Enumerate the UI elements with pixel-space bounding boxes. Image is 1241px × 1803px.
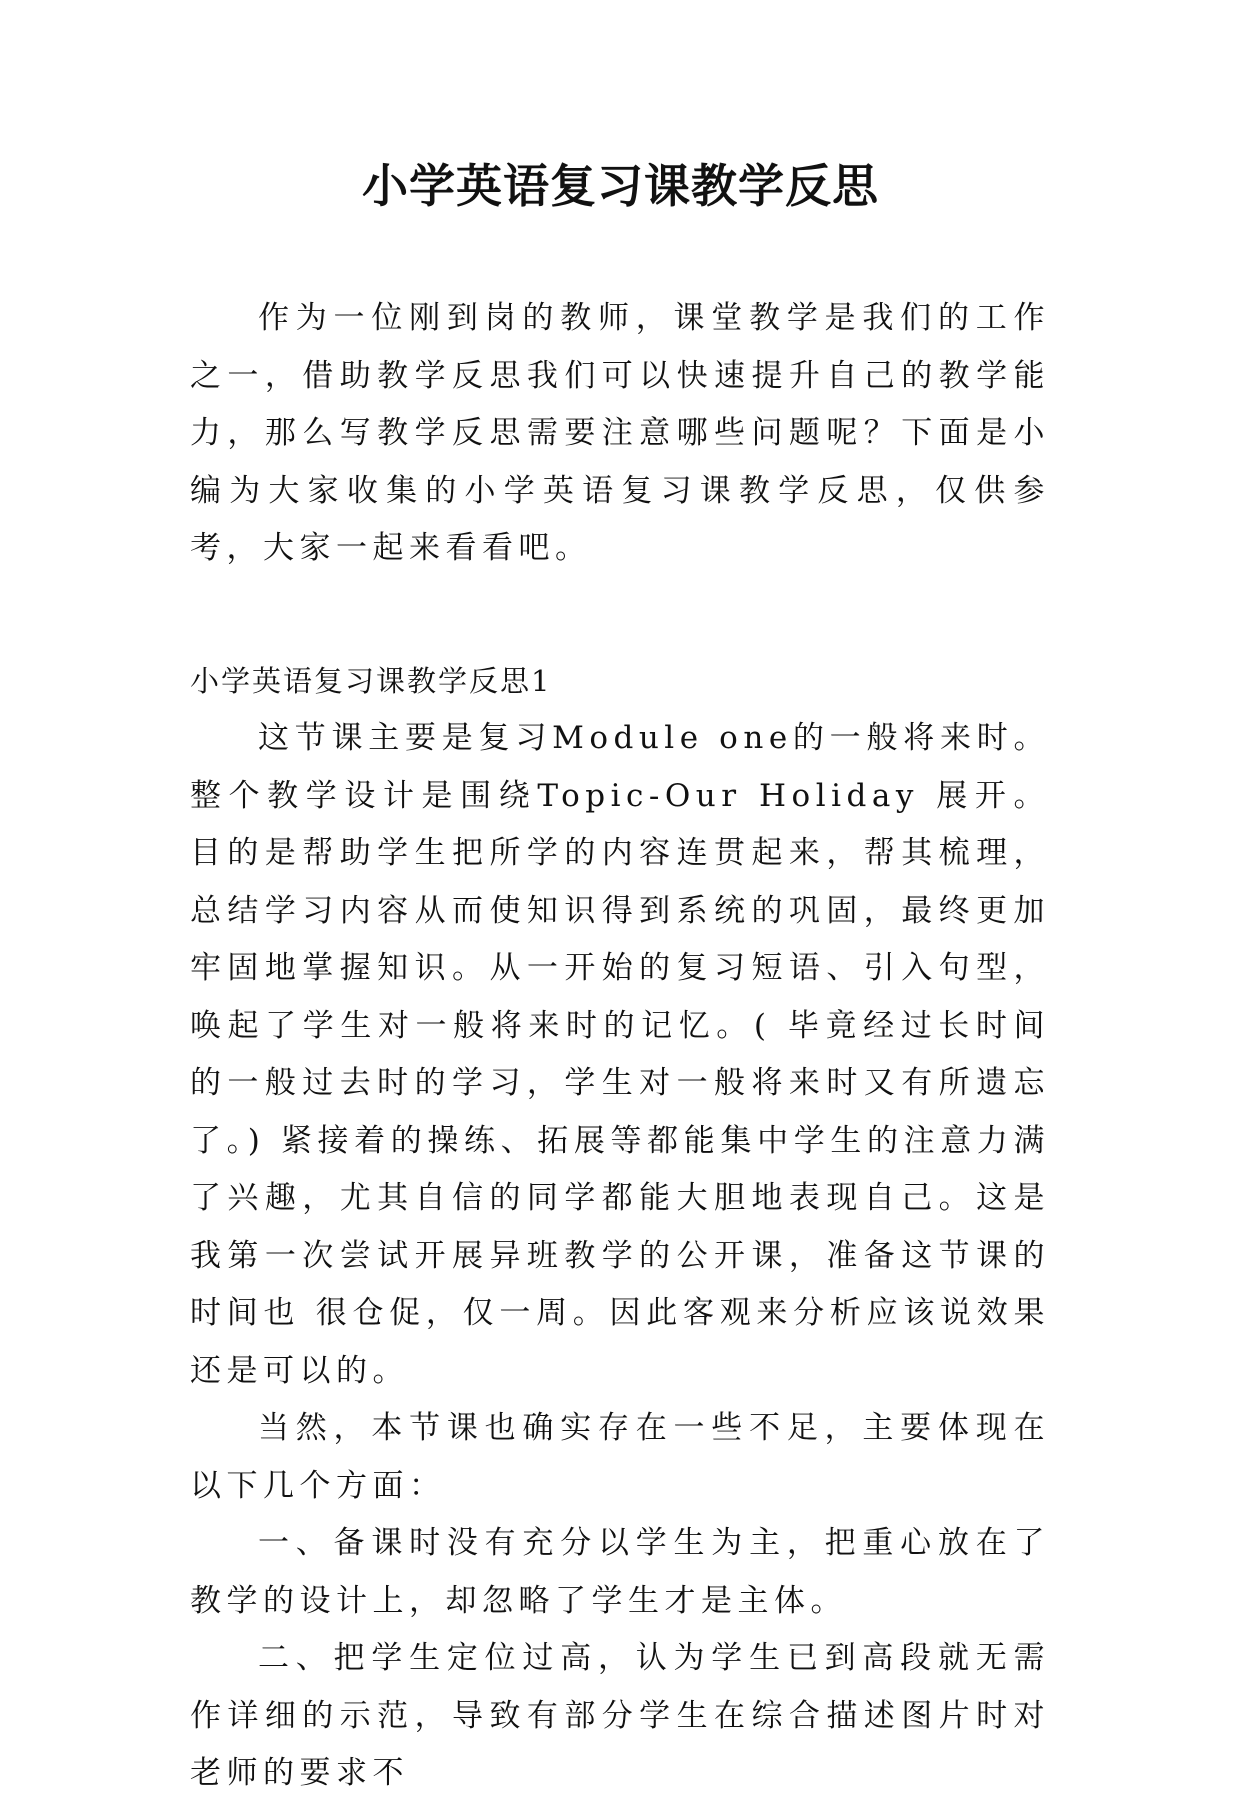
intro-paragraph: 作为一位刚到岗的教师，课堂教学是我们的工作之一，借助教学反思我们可以快速提升自己的教学能力，那么写教学反思需要注意哪些问题呢？下面是小编为大家收集的小学英语复习课教学反思，仅供参考，大家一起来看看吧。 [190,300,1050,566]
body-paragraph-2: 当然，本节课也确实存在一些不足，主要体现在以下几个方面： [190,1410,1050,1504]
body-paragraph-3: 一、备课时没有充分以学生为主，把重心放在了教学的设计上，却忽略了学生才是主体。 [190,1525,1050,1619]
body-paragraph-4: 二、把学生定位过高，认为学生已到高段就无需作详细的示范，导致有部分学生在综合描述图片时对老师的要求不 [190,1640,1050,1791]
body-paragraph-1: 这节课主要是复习Module one的一般将来时。整个教学设计是围绕Topic-Our Holiday 展开。目的是帮助学生把所学的内容连贯起来，帮其梳理，总结学习内容从而使知识得到系统的巩固，最终更加牢固地掌握知识。从一开始的复习短语、引入句型，唤起了学生对一般将来时的记忆。( 毕竟经过长时间的一般过去时的学习，学生对一般将来时又有所遗忘了。) 紧接着的操练、拓展等都能集中学生的注意力满了兴趣，尤其自信的同学都能大胆地表现自己。这是我第一次尝试开展异班教学的公开课，准备这节课的时间也 很仓促，仅一周。因此客观来分析应该说效果还是可以的。 [190,720,1050,1389]
section-heading: 小学英语复习课教学反思1 [190,663,552,698]
document-title: 小学英语复习课教学反思 [362,159,879,213]
document-body [190,290,1050,1803]
